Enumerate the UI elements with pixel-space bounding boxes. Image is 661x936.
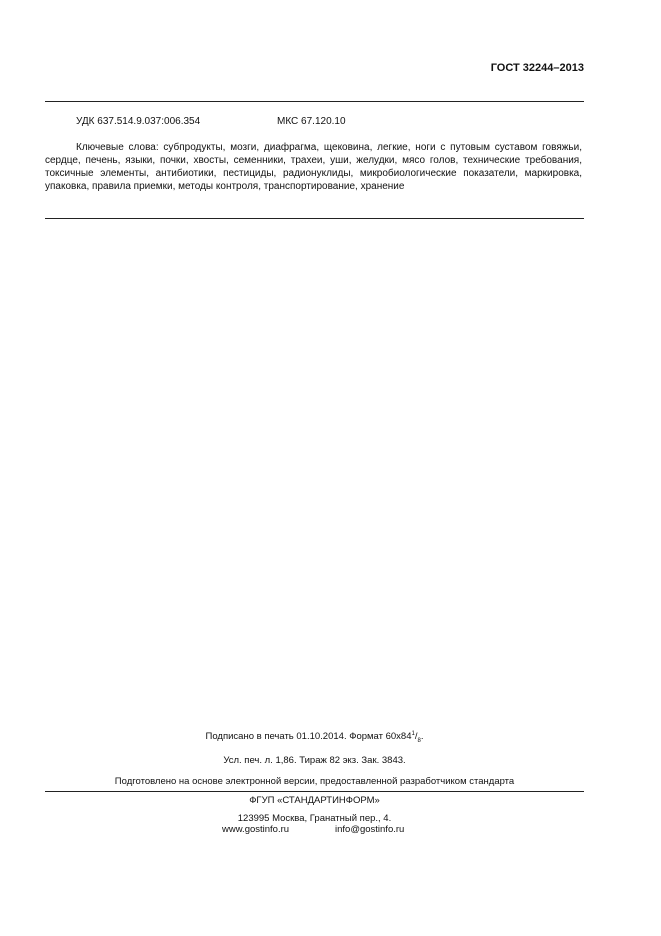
contact-row bbox=[222, 824, 404, 835]
standard-code: ГОСТ 32244–2013 bbox=[490, 62, 584, 74]
email-link[interactable]: info@gostinfo.ru bbox=[335, 824, 405, 835]
signed-for-print: Подписано в печать 01.10.2014. Формат $60х84^1/_8$. bbox=[205, 731, 424, 745]
format-numerator: 1 bbox=[411, 731, 415, 737]
format-denominator: 8 bbox=[417, 738, 421, 745]
publisher-address: 123995 Москва, Гранатный пер., 4. bbox=[237, 813, 392, 824]
website-link[interactable]: www.gostinfo.ru bbox=[222, 824, 290, 835]
print-info: Усл. печ. л. 1,86. Тираж 82 экз. Зак. 3843. bbox=[223, 755, 406, 766]
keywords-rule bbox=[45, 218, 584, 219]
classification-row bbox=[76, 116, 346, 127]
signed-suffix: . bbox=[420, 731, 424, 743]
prepared-note: Подготовлено на основе электронной версии, предоставленной разработчиком стандарта bbox=[114, 776, 515, 787]
signed-text: Подписано в печать 01.10.2014. Формат 60х84 bbox=[205, 731, 412, 743]
udk-code: УДК 637.514.9.037:006.354 bbox=[76, 116, 201, 127]
header-rule bbox=[45, 101, 584, 102]
mks-code: МКС 67.120.10 bbox=[277, 116, 346, 127]
imprint-rule bbox=[45, 791, 584, 792]
keywords-paragraph: Ключевые слова: субпродукты, мозги, диафрагма, щековина, легкие, ноги с путовым суставом говяжьи, сердце, печень, языки, почки, хвосты, семенники, трахеи, уши, желудки, мясо голов, технические требования, токсичные элементы, антибиотики, пестициды, радионуклиды, микробиологические показатели, маркировка, упаковка, правила приемки, методы контроля, транспортирование, хранение bbox=[45, 142, 582, 192]
publisher-name: ФГУП «СТАНДАРТИНФОРМ» bbox=[249, 795, 380, 806]
